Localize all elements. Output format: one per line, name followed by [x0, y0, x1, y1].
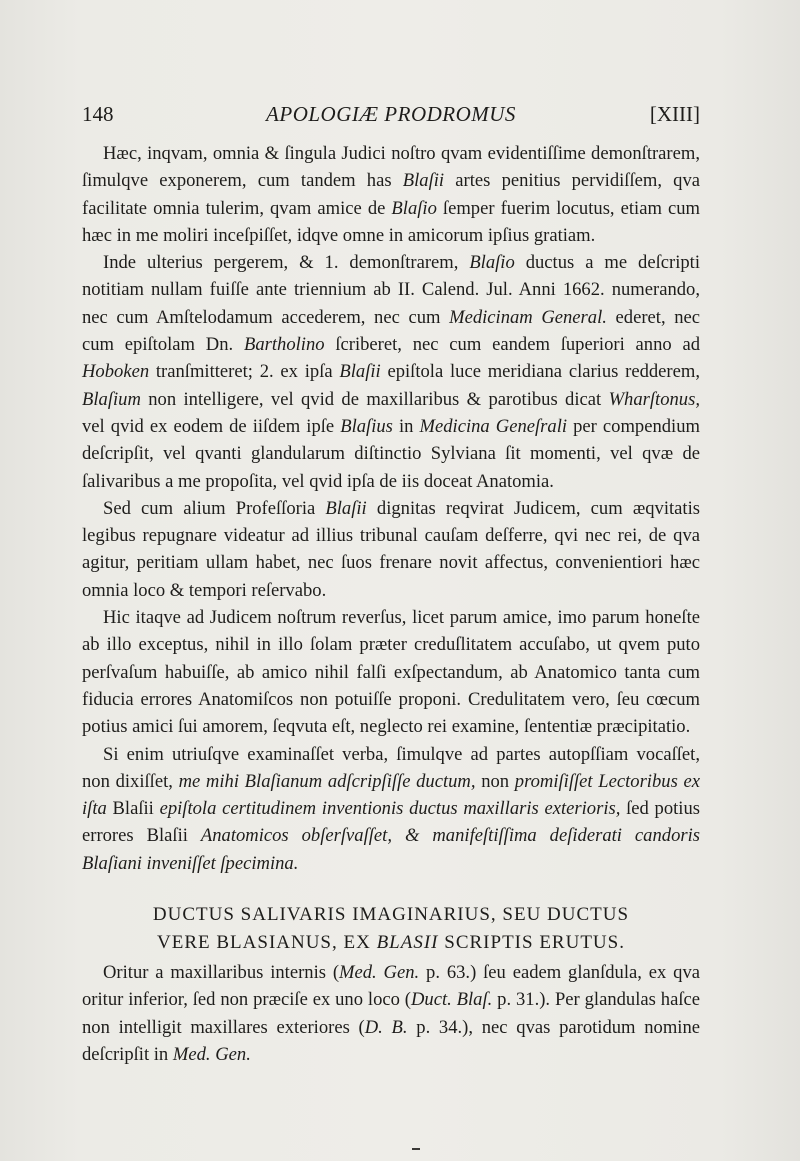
- heading-italic-text: BLASII: [376, 932, 439, 954]
- section-heading-line: [82, 929, 700, 957]
- italic-run: Blaſii: [402, 170, 445, 192]
- italic-run: Blaſium: [82, 388, 141, 410]
- running-title: APOLOGIÆ PRODROMUS: [266, 102, 516, 126]
- italic-run: Medicinam General.: [449, 306, 607, 328]
- italic-run: Blaſius: [340, 415, 393, 437]
- text-run: ederet, nec cum epiſtolam Dn.: [82, 306, 700, 356]
- signature-mark: [XIII]: [649, 102, 700, 126]
- italic-run: Med. Gen.: [172, 1043, 251, 1065]
- text-run: Hic itaqve ad Judicem noſtrum reverſus, licet parum amice, imo parum honeſte ab illo exceptus, nihil in illo ſolam præter creduſlitatem accuſabo, ut qvem puto perſvaſum habuiſſe, ab amico nihil falſi exſpectandum, ab Anatomico tanta cum fiducia errores Anatomiſcos non potuiſſe proponi. Credulitatem vero, ſeu cœcum potius amici ſui amorem, ſeqvuta eſt, neglecto rei examine, ſententiæ præcipitatio.: [82, 607, 700, 738]
- text-run: ſcriberet, nec cum eandem ſuperiori anno ad: [324, 334, 700, 356]
- italic-run: Duct. Blaſ.: [410, 989, 493, 1011]
- page-number: 148: [82, 102, 114, 126]
- text-run: tranſmitteret; 2. ex ipſa: [149, 361, 340, 383]
- italic-run: Blaſii: [339, 361, 381, 383]
- text-run: Inde ulterius pergerem, & 1. demonſtrarem,: [103, 252, 470, 274]
- text-run: Si enim utriuſqve examinaſſet verba, ſimulqve ad partes autopſſiam vocaſſet, non dixiſſet,: [82, 743, 700, 792]
- section-heading-line: DUCTUS SALIVARIS IMAGINARIUS, SEU DUCTUS: [152, 904, 630, 926]
- italic-run: Anatomicos obſerſvaſſet, & manifeſtiſſima deſiderati candoris Blaſiani inveniſſet ſpecimina.: [82, 825, 700, 874]
- text-run: non intelligere, vel qvid de maxillaribus & parotibus dicat: [140, 388, 609, 410]
- italic-run: D. B.: [364, 1016, 408, 1038]
- paragraph: [82, 604, 700, 740]
- text-run: ductus a me deſcripti notitiam nullam fuiſſe ante triennium ab II. Calend. Jul. Anni 1662. numerando, nec cum Amſtelodamum accederem, nec cum: [82, 252, 700, 328]
- italic-run: Blaſii: [325, 497, 367, 519]
- heading-text: SCRIPTIS ERUTUS.: [438, 932, 625, 954]
- text-run: in: [392, 415, 420, 437]
- text-run: non: [475, 770, 515, 792]
- text-run: Sed cum alium Profeſſoria: [103, 497, 326, 519]
- italic-run: Blaſio: [391, 197, 437, 219]
- text-run: Blaſii: [106, 798, 160, 820]
- italic-run: Blaſio: [469, 252, 515, 274]
- italic-run: Wharſtonus,: [608, 388, 700, 410]
- italic-run: epiſtola certitudinem inventionis ductus maxillaris exterioris,: [159, 798, 621, 820]
- italic-run: Bartholino: [243, 334, 325, 356]
- section-heading: [82, 901, 700, 957]
- italic-run: Med. Gen.: [339, 962, 420, 984]
- text-run: Oritur a maxillaribus internis (: [103, 962, 340, 984]
- text-run: p. 31.). Per glandulas haſce non intelligit maxillares exteriores (: [82, 989, 700, 1038]
- italic-run: promiſiſſet Lectoribus ex iſta: [82, 770, 700, 820]
- italic-run: me mihi Blaſianum adſcripſiſſe ductum,: [178, 770, 476, 792]
- text-run: Hæc, inqvam, omnia & ſingula Judici noſtro qvam evidentiſſime demonſtrarem, ſimulqve exponerem, cum tandem has: [82, 143, 700, 192]
- text-run: p. 63.) ſeu eadem glanſdula, ex qva oritur inferior, ſed non præciſe ex uno loco (: [82, 962, 700, 1011]
- footer-mark: [412, 1148, 420, 1150]
- heading-text: VERE BLASIANUS, EX: [157, 932, 377, 954]
- italic-run: Hoboken: [82, 361, 150, 383]
- text-run: [188, 825, 201, 846]
- paragraph: [82, 249, 700, 495]
- text-run: ſemper fuerim locutus, etiam cum hæc in me moliri inceſpiſſet, idqve omne in amicorum ipſius gratiam.: [82, 197, 700, 246]
- paragraph: [82, 140, 700, 249]
- running-header: [82, 100, 700, 134]
- paragraph: [82, 495, 700, 604]
- text-run: ſed potius errores: [82, 798, 700, 847]
- text-run: artes penitius pervidiſſem, qva facilitate omnia tulerim, qvam amice de: [82, 170, 701, 219]
- text-run: epiſtola luce meridiana clarius redderem,: [380, 361, 700, 383]
- text-run: dignitas reqvirat Judicem, cum æqvitatis legibus repugnare videatur ad illius tribunal cauſam deſferre, qvi nec rei, de qva agitur, peritiam ullam habet, nec ſuos frenare novit affectus, convenientiori hæc omnia loco & tempori reſervabo.: [82, 497, 700, 601]
- text-run: vel qvid ex eodem de iiſdem ipſe: [82, 415, 341, 437]
- text-run: Blaſii: [146, 825, 188, 847]
- paragraph: [82, 741, 700, 877]
- italic-run: Medicina Geneſrali: [419, 415, 568, 437]
- main-text: [82, 140, 700, 1068]
- text-run: per compendium deſcripſit, vel qvanti glandularum diſtinctio Sylviana ſit momenti, vel qvæ de ſalivaribus a me propoſita, vel qvid ipſa de iis doceat Anatomia.: [82, 415, 700, 492]
- text-run: p. 34.), nec qvas parotidum nomine deſcripſit in: [82, 1016, 700, 1065]
- paragraph-final: [82, 959, 700, 1068]
